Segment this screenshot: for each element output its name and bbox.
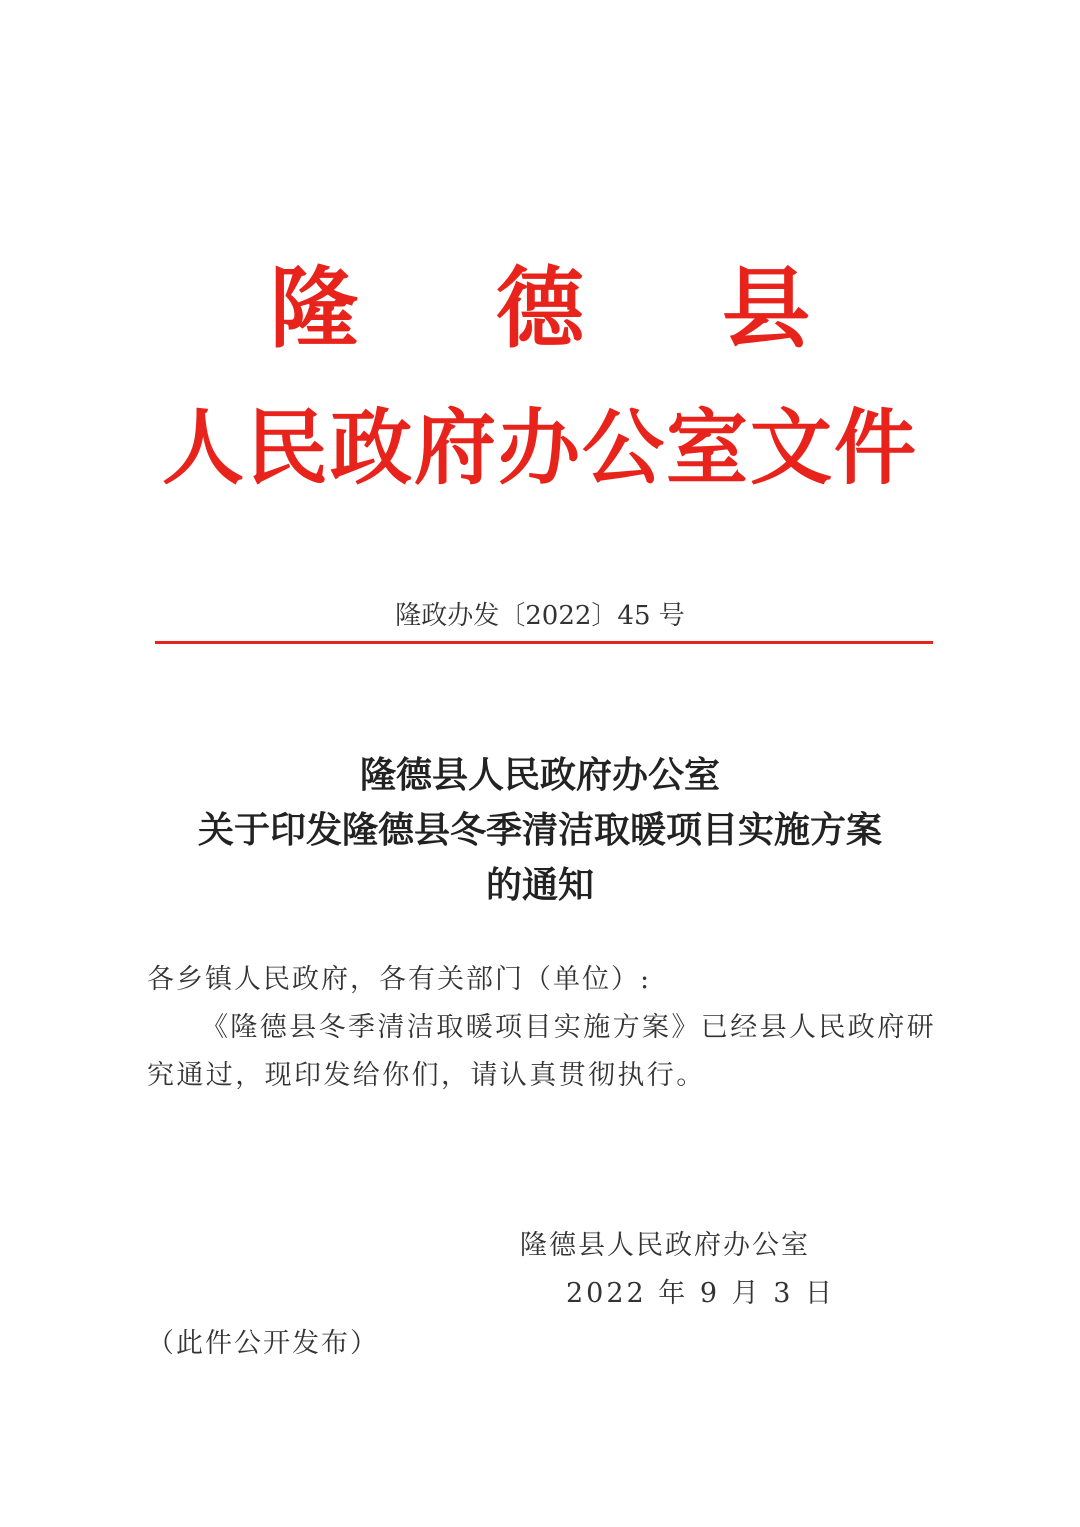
document-title <box>100 748 980 913</box>
issuer-char-1: 隆 <box>270 256 359 360</box>
signature-organization: 隆德县人民政府办公室 <box>520 1230 810 1261</box>
issuer-name-line1 <box>270 258 810 358</box>
salutation: 各乡镇人民政府，各有关部门（单位）: <box>147 964 652 995</box>
issuer-name-line2: 人民政府办公室文件 <box>161 400 918 496</box>
issuer-char-3: 县 <box>721 256 810 360</box>
title-line-1: 隆德县人民政府办公室 <box>359 754 720 796</box>
publication-note: （此件公开发布） <box>147 1328 379 1359</box>
title-line-2: 关于印发隆德县冬季清洁取暖项目实施方案 <box>197 809 882 851</box>
title-line-3: 的通知 <box>485 864 594 906</box>
body-paragraph: 《隆德县冬季清洁取暖项目实施方案》已经县人民政府研究通过，现印发给你们，请认真贯彻执行。 <box>147 1012 936 1091</box>
signature-date: 2022 年 9 月 3 日 <box>566 1278 835 1309</box>
document-number: 隆政办发〔2022〕45 号 <box>395 601 685 631</box>
issuer-char-2: 德 <box>495 256 584 360</box>
red-separator-line <box>155 641 933 644</box>
